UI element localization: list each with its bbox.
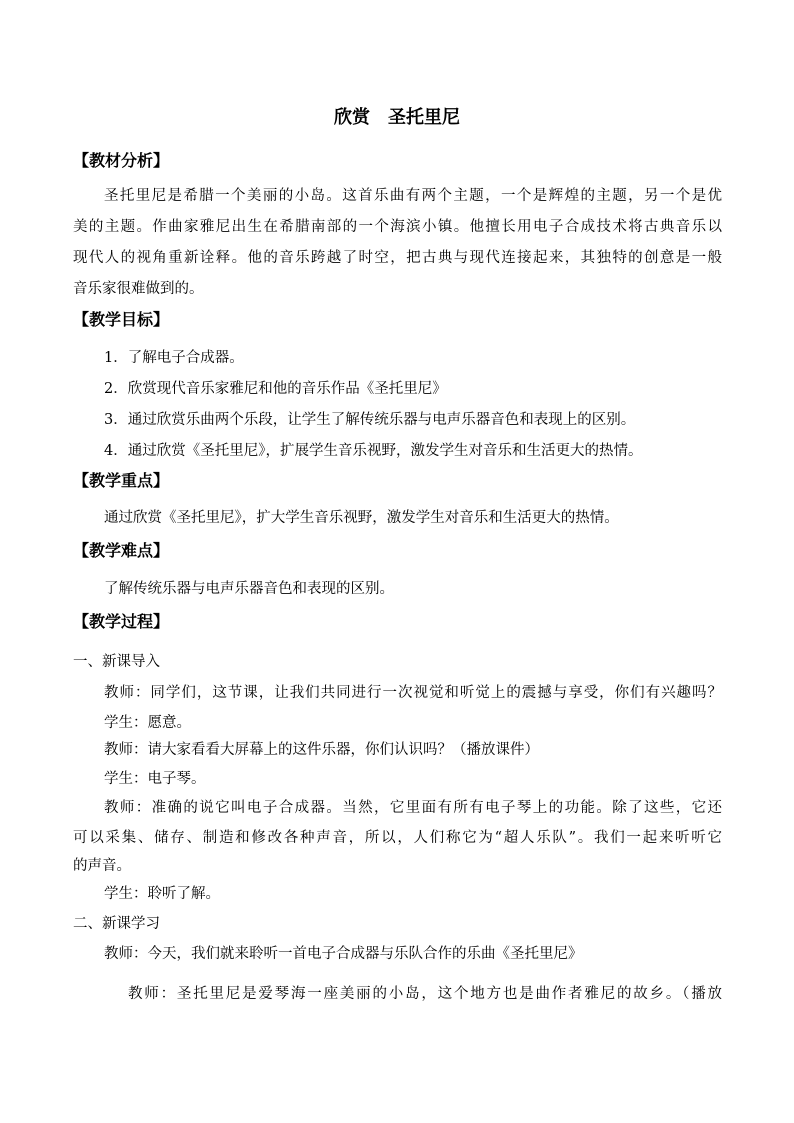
analysis-line-3: 现代人的视角重新诠释。他的音乐跨越了时空，把古典与现代连接起来，其独特的创意是一般 (73, 250, 722, 266)
section-heading-goals: 【教学目标】 (73, 310, 170, 329)
process-part1-line-2: 学生：愿意。 (104, 715, 191, 731)
process-part1-line-6: 可以采集、储存、制造和修改各种声音，所以，人们称它为“超人乐队”。我们一起来听听它 (73, 830, 722, 846)
process-part1-line-1: 教师：同学们，这节课，让我们共同进行一次视觉和听觉上的震撼与享受，你们有兴趣吗？ (104, 685, 722, 701)
process-part1-line-8: 学生：聆听了解。 (104, 886, 220, 902)
analysis-line-1: 圣托里尼是希腊一个美丽的小岛。这首乐曲有两个主题，一个是辉煌的主题，另一个是优 (104, 188, 722, 204)
section-heading-process: 【教学过程】 (73, 612, 170, 631)
process-part1-line-5: 教师：准确的说它叫电子合成器。当然，它里面有所有电子琴上的功能。除了这些，它还 (104, 800, 722, 816)
section-heading-difficulties: 【教学难点】 (73, 541, 170, 560)
process-part1-line-3: 教师：请大家看看大屏幕上的这件乐器，你们认识吗？（播放课件） (104, 742, 539, 758)
section-heading-key-points: 【教学重点】 (73, 471, 170, 490)
goal-item-2: 2．欣赏现代音乐家雅尼和他的音乐作品《圣托里尼》 (104, 381, 447, 397)
section-heading-analysis: 【教材分析】 (73, 151, 170, 170)
goal-item-3: 3．通过欣赏乐曲两个乐段，让学生了解传统乐器与电声乐器音色和表现上的区别。 (104, 412, 636, 428)
process-part1-line-4: 学生：电子琴。 (104, 771, 206, 787)
analysis-line-2: 美的主题。作曲家雅尼出生在希腊南部的一个海滨小镇。他擅长用电子合成技术将古典音乐以 (73, 219, 722, 235)
analysis-line-4: 音乐家很难做到的。 (73, 281, 204, 297)
difficulties-text: 了解传统乐器与电声乐器音色和表现的区别。 (104, 581, 394, 597)
process-part2-line-2: 教师：圣托里尼是爱琴海一座美丽的小岛，这个地方也是曲作者雅尼的故乡。（播放 (128, 986, 722, 1002)
process-part2-title: 二、新课学习 (73, 916, 160, 932)
key-points-text: 通过欣赏《圣托里尼》，扩大学生音乐视野，激发学生对音乐和生活更大的热情。 (104, 510, 619, 526)
process-part2-line-1: 教师：今天，我们就来聆听一首电子合成器与乐队合作的乐曲《圣托里尼》 (104, 946, 583, 962)
process-part1-title: 一、新课导入 (73, 654, 160, 670)
goal-item-1: 1．了解电子合成器。 (104, 350, 244, 366)
process-part1-line-7: 的声音。 (73, 858, 131, 874)
document-title: 欣赏 圣托里尼 (334, 107, 460, 128)
goal-item-4: 4．通过欣赏《圣托里尼》，扩展学生音乐视野，激发学生对音乐和生活更大的热情。 (104, 443, 643, 459)
